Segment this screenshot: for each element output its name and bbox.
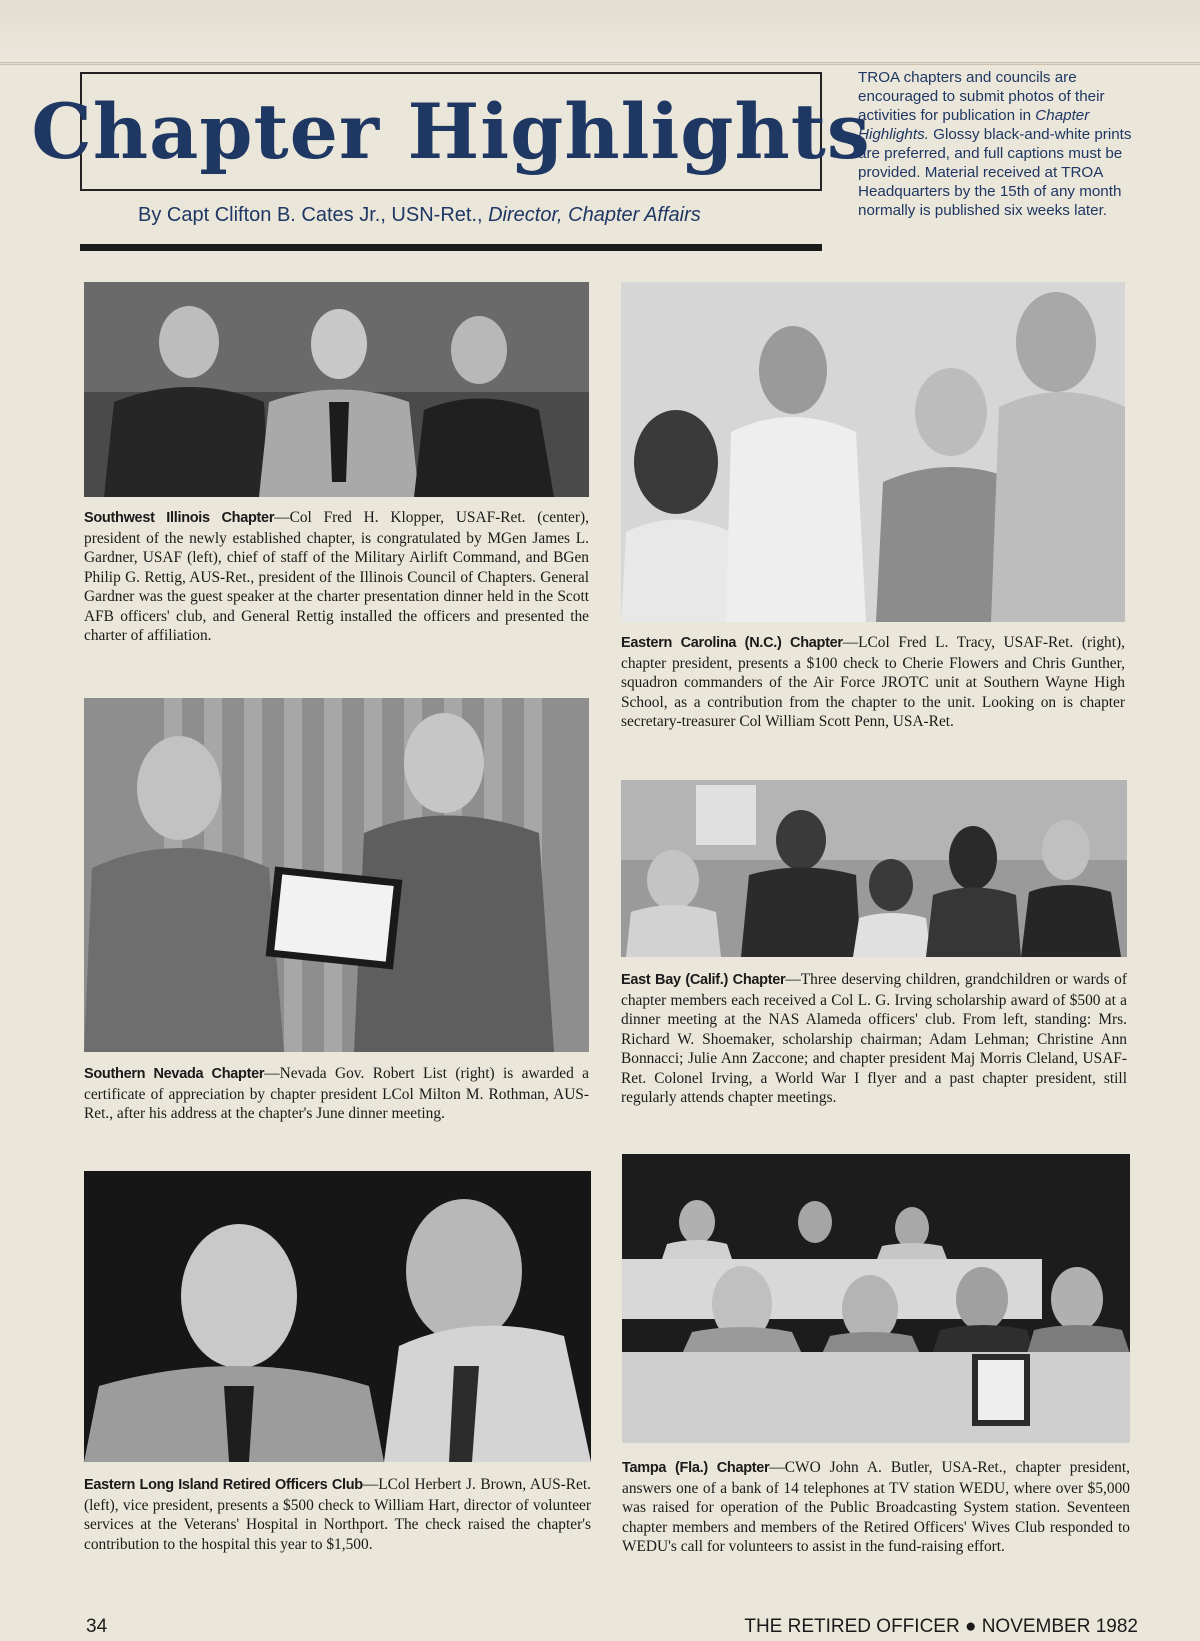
caption-text: —LCol Fred L. Tracy, USAF-Ret. (right), chapter president, presents a $100 check to Cherie Flowers and Chris Gunther, squadron commanders of the Air Force JROTC unit at Southern Wayne High School, as a contribution from the chapter to the unit. Looking on is chapter secretary-treasurer Col William Scott Penn, USA-Ret.: [621, 634, 1126, 730]
title-rule: [80, 244, 822, 251]
caption-southwest-illinois: [84, 508, 589, 646]
photo-southwest-illinois: [84, 282, 589, 497]
byline-author: By Capt Clifton B. Cates Jr., USN-Ret.,: [138, 204, 489, 226]
photo-southern-nevada: [84, 698, 589, 1052]
intro-em: Chapter Highlights.: [858, 107, 1090, 143]
caption-text: —Nevada Gov. Robert List (right) is awarded a certificate of appreciation by chapter president LCol Milton M. Rothman, AUS-Ret., after his address at the chapter's June dinner meeting.: [84, 1065, 589, 1122]
photo-east-bay: [621, 780, 1127, 957]
caption-southern-nevada: [84, 1064, 589, 1124]
byline-role: Director, Chapter Affairs: [488, 204, 701, 226]
caption-east-bay: [621, 970, 1127, 1108]
byline: [138, 204, 701, 227]
caption-tampa: [622, 1458, 1130, 1557]
page-number: 34: [86, 1616, 108, 1637]
caption-head: Tampa (Fla.) Chapter: [622, 1460, 770, 1476]
caption-head: East Bay (Calif.) Chapter: [621, 972, 786, 988]
title-box: [31, 72, 871, 191]
caption-head: Southwest Illinois Chapter: [84, 510, 275, 526]
intro-part-1: TROA chapters and councils are encouraged to submit photos of their activities for publication in: [858, 69, 1105, 124]
photo-eastern-long-island: [84, 1171, 591, 1462]
photo-eastern-carolina: [621, 282, 1125, 622]
caption-eastern-carolina: [621, 633, 1125, 732]
intro-part-2: Glossy black-and-white prints are preferred, and full captions must be provided. Material received at TROA Headquarters by the 15th of any month normally is published six weeks later.: [858, 126, 1132, 219]
caption-text: —LCol Herbert J. Brown, AUS-Ret. (left), vice president, presents a $500 check to William Hart, director of volunteer services at the Veterans' Hospital in Northport. The check raised the chapter's contribution to the hospital this year to $1,500.: [84, 1476, 591, 1553]
caption-eastern-long-island: [84, 1475, 591, 1554]
caption-head: Eastern Long Island Retired Officers Club: [84, 1477, 363, 1493]
caption-head: Eastern Carolina (N.C.) Chapter: [621, 635, 843, 651]
caption-text: —Three deserving children, grandchildren or wards of chapter members each received a Col L. G. Irving scholarship award of $500 at a dinner meeting at the NAS Alameda officers' club. From left, standing: Mrs. Richard W. Shoemaker, scholarship chairman; Adam Lehman; Christine Ann Bonnacci; Julie Ann Zaccone; and chapter president Maj Morris Cleland, USAF-Ret. Colonel Irving, a World War I flyer and a past chapter president, still regularly attends chapter meetings.: [621, 971, 1127, 1106]
photo-tampa: [622, 1154, 1130, 1443]
intro-text: [858, 68, 1136, 220]
page-top-band: [0, 0, 1200, 65]
caption-head: Southern Nevada Chapter: [84, 1066, 265, 1082]
magazine-footer: THE RETIRED OFFICER ● NOVEMBER 1982: [744, 1616, 1138, 1637]
caption-text: —Col Fred H. Klopper, USAF-Ret. (center), president of the newly established chapter, is congratulated by MGen James L. Gardner, USAF (left), chief of staff of the Military Airlift Command, and BGen Philip G. Rettig, AUS-Ret., president of the Illinois Council of Chapters. General Gardner was the guest speaker at the charter presentation dinner held in the Scott AFB officers' club, and General Rettig installed the officers and presented the charter of affiliation.: [84, 509, 589, 644]
caption-text: —CWO John A. Butler, USA-Ret., chapter president, answers one of a bank of 14 telephones at TV station WEDU, where over $5,000 was raised for operation of the Public Broadcasting System station. Seventeen chapter members and members of the Retired Officers' Wives Club responded to WEDU's call for volunteers to assist in the fund-raising effort.: [622, 1459, 1130, 1555]
page-title: Chapter Highlights: [31, 87, 871, 176]
